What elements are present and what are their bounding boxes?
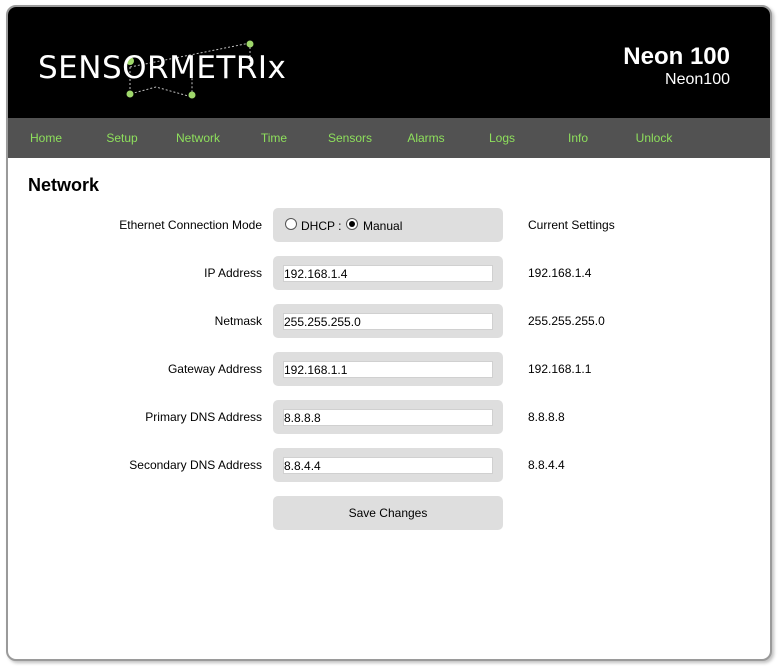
- nav-bar: [8, 118, 770, 158]
- nav-item-home[interactable]: Home: [29, 131, 62, 145]
- device-hostname: Neon100: [665, 71, 730, 88]
- netmask-label: Netmask: [214, 314, 262, 328]
- netmask-input[interactable]: [283, 313, 493, 330]
- gateway-address-label: Gateway Address: [167, 362, 262, 376]
- secondary-dns-label: Secondary DNS Address: [129, 458, 262, 472]
- nav-item-info[interactable]: Info: [567, 131, 588, 145]
- header: [8, 7, 770, 118]
- dhcp-radio[interactable]: [285, 218, 297, 230]
- nav-item-setup[interactable]: Setup: [106, 131, 138, 145]
- logo-text: SENSORMETRIx: [38, 50, 287, 86]
- nav-item-unlock[interactable]: Unlock: [635, 131, 673, 145]
- nav-item-sensors[interactable]: Sensors: [327, 131, 373, 145]
- page-title: Network: [28, 175, 100, 195]
- primary-dns-input[interactable]: [283, 409, 493, 426]
- manual-radio-label: Manual: [363, 219, 403, 233]
- current-settings-heading: Current Settings: [528, 218, 615, 232]
- dhcp-radio-label: DHCP :: [301, 219, 342, 233]
- ip-address-box: [273, 256, 503, 290]
- current-ip-address: 192.168.1.4: [528, 266, 592, 280]
- current-gateway-address: 192.168.1.1: [528, 362, 592, 376]
- current-primary-dns: 8.8.8.8: [528, 410, 565, 424]
- connection-mode-group: [273, 208, 503, 242]
- primary-dns-box: [273, 400, 503, 434]
- device-name: Neon 100: [623, 43, 730, 70]
- ip-address-input[interactable]: [283, 265, 493, 282]
- nav-item-logs[interactable]: Logs: [488, 131, 516, 145]
- gateway-address-box: [273, 352, 503, 386]
- gateway-address-input[interactable]: [283, 361, 493, 378]
- nav-item-alarms[interactable]: Alarms: [407, 131, 445, 145]
- current-secondary-dns: 8.8.4.4: [528, 458, 565, 472]
- nav-item-network[interactable]: Network: [175, 131, 220, 145]
- sensormetrix-logo: [36, 37, 286, 107]
- app-frame: [6, 5, 772, 661]
- connection-mode-label: Ethernet Connection Mode: [119, 218, 262, 232]
- primary-dns-label: Primary DNS Address: [145, 410, 262, 424]
- current-netmask: 255.255.255.0: [528, 314, 605, 328]
- manual-radio[interactable]: [346, 218, 358, 230]
- netmask-box: [273, 304, 503, 338]
- radio-selected-dot: [349, 221, 355, 227]
- secondary-dns-box: [273, 448, 503, 482]
- nav-item-time[interactable]: Time: [260, 131, 288, 145]
- save-changes-button[interactable]: Save Changes: [273, 496, 503, 530]
- secondary-dns-input[interactable]: [283, 457, 493, 474]
- ip-address-label: IP Address: [204, 266, 262, 280]
